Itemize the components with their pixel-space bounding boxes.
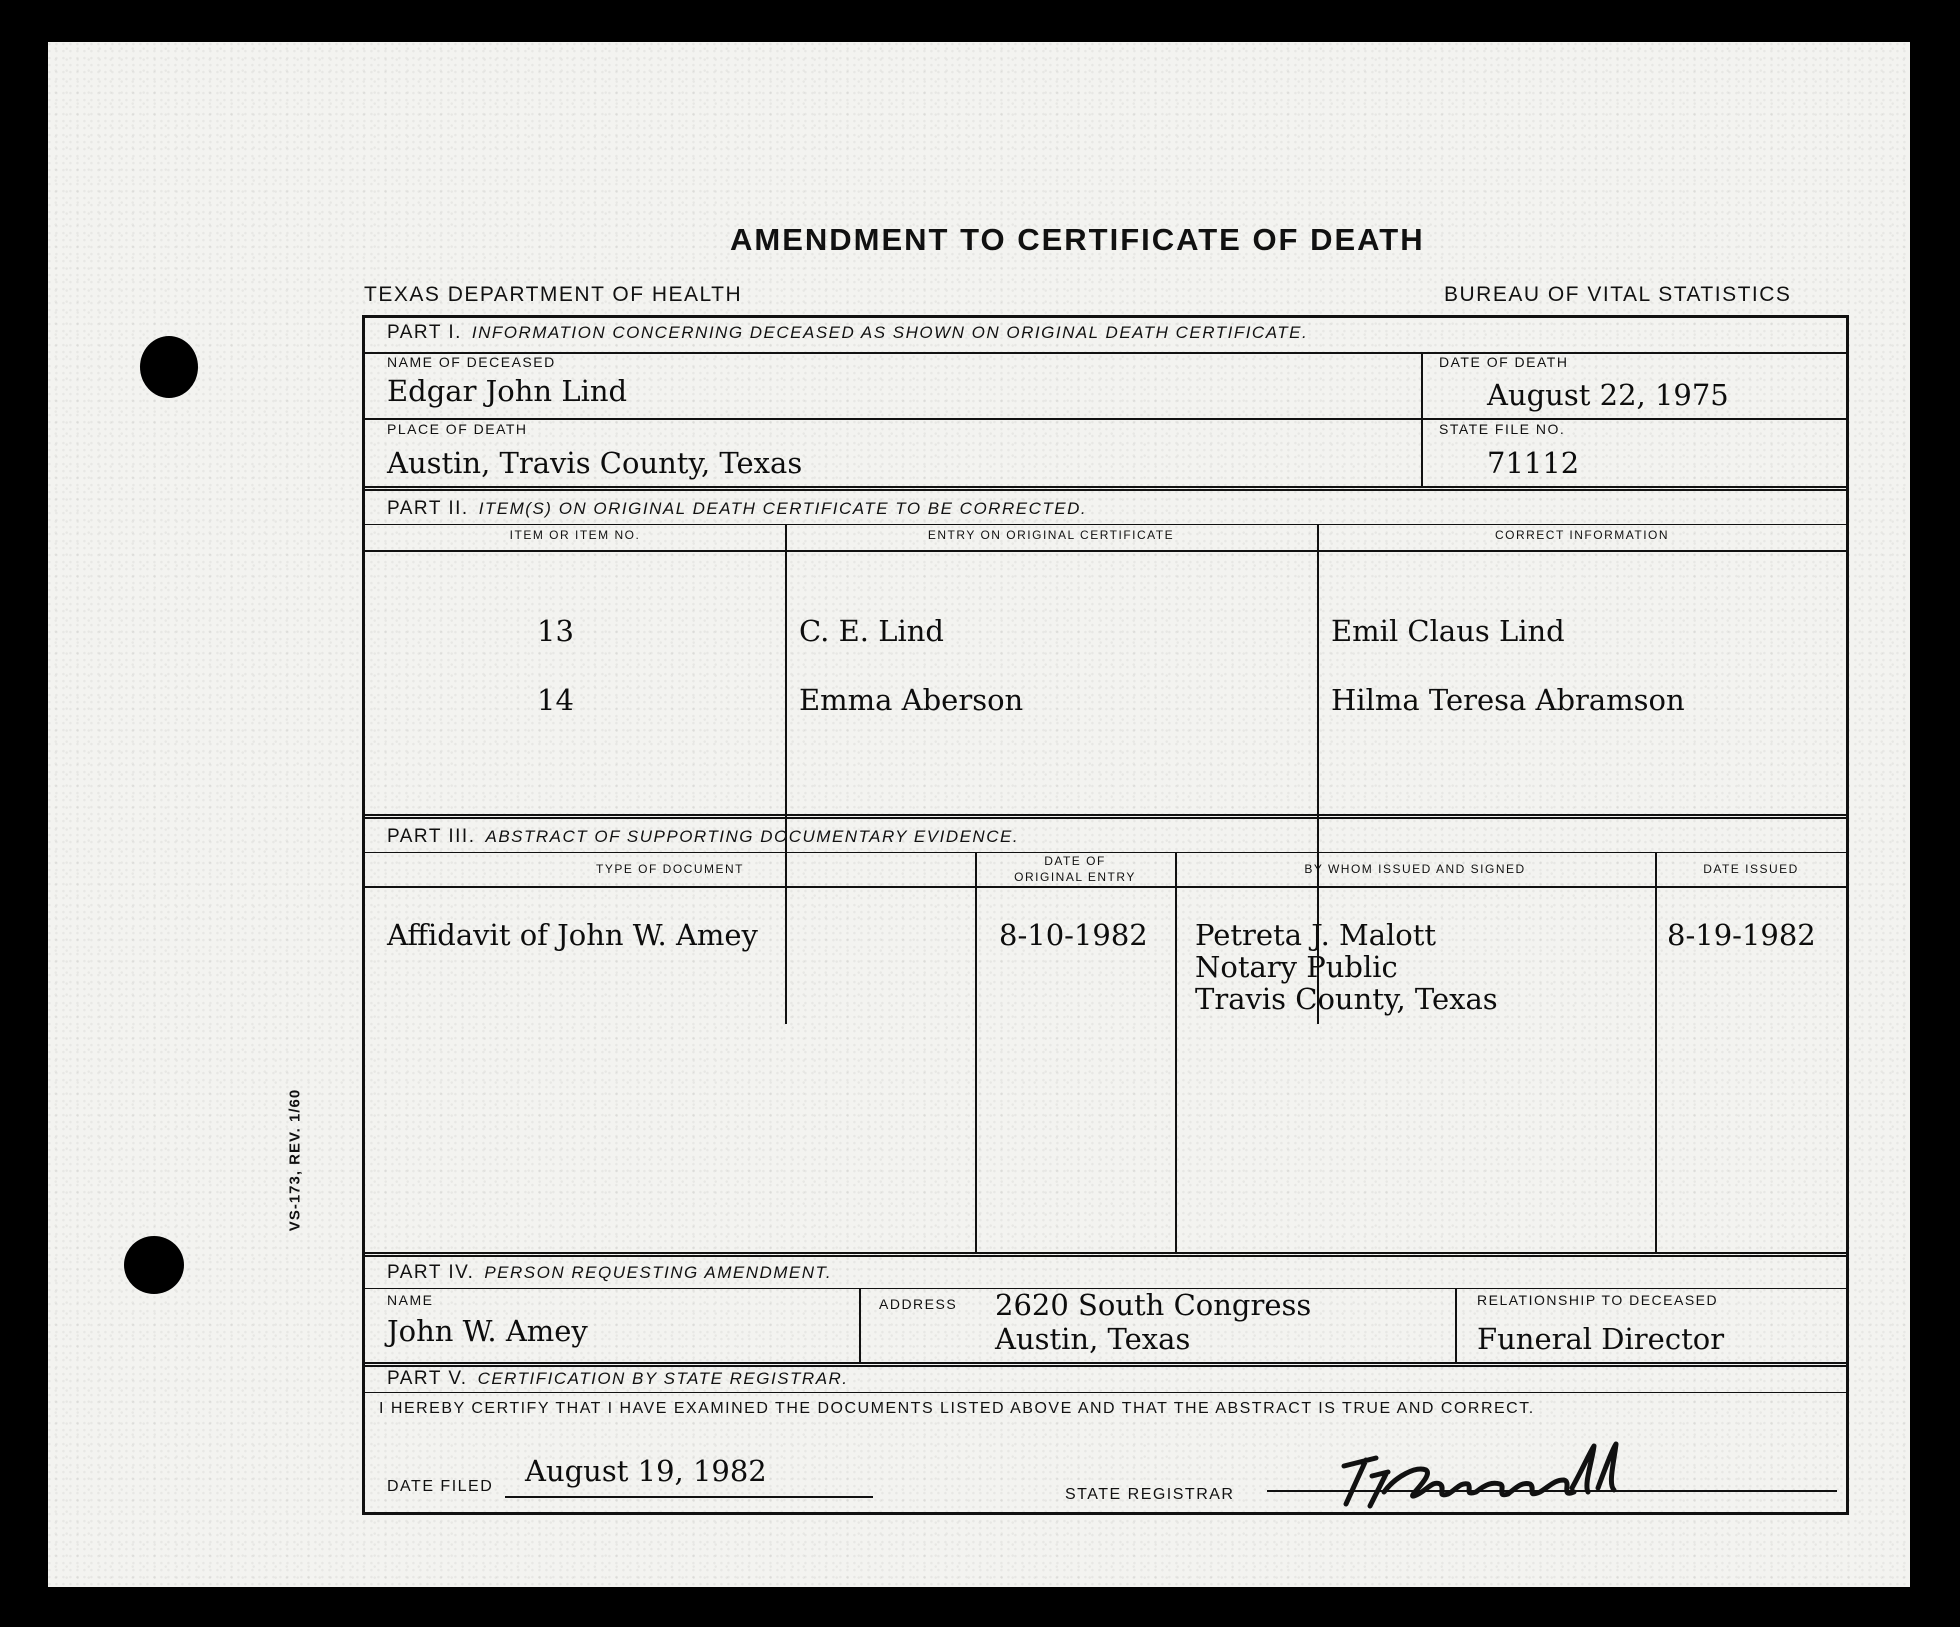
table-row: 14: [537, 683, 574, 717]
part3-col-orig-date-2: ORIGINAL ENTRY: [1014, 870, 1136, 884]
requester-name-value: John W. Amey: [387, 1314, 588, 1348]
relationship-label: RELATIONSHIP TO DECEASED: [1477, 1292, 1719, 1308]
date-of-death-label: DATE OF DEATH: [1439, 354, 1569, 370]
divider: [365, 886, 1846, 888]
address-line-2: Austin, Texas: [995, 1322, 1191, 1356]
part1-label: PART I.: [387, 322, 462, 343]
part3-col-type: TYPE OF DOCUMENT: [595, 862, 744, 876]
form-code: VS-173, REV. 1/60: [286, 1088, 304, 1232]
binder-hole-bottom: [124, 1236, 184, 1294]
binder-hole-top: [140, 336, 198, 398]
divider: [365, 524, 1846, 525]
part5-description: CERTIFICATION BY STATE REGISTRAR.: [477, 1369, 849, 1388]
part3-col-by-whom: BY WHOM ISSUED AND SIGNED: [1304, 862, 1526, 876]
document-type-value: Affidavit of John W. Amey: [387, 918, 758, 952]
part2-label: PART II.: [387, 498, 469, 519]
original-entry-date-value: 8-10-1982: [999, 918, 1148, 952]
divider: [365, 1392, 1846, 1393]
part4-heading: [387, 1262, 832, 1284]
date-issued-value: 8-19-1982: [1667, 918, 1816, 952]
part2-heading: [387, 498, 1087, 520]
address-line-1: 2620 South Congress: [995, 1288, 1312, 1322]
issued-by-value: Travis County, Texas: [1195, 982, 1498, 1016]
divider: [365, 852, 1846, 853]
relationship-value: Funeral Director: [1477, 1322, 1725, 1356]
part3-col-date-issued: DATE ISSUED: [1703, 862, 1799, 876]
divider: [365, 1362, 1846, 1367]
date-filed-value: August 19, 1982: [525, 1454, 767, 1488]
part3-col-orig-date-1: DATE OF: [1044, 854, 1106, 868]
table-row: Hilma Teresa Abramson: [1331, 683, 1685, 717]
divider: [365, 814, 1846, 819]
divider: [365, 418, 1846, 420]
divider: [365, 1252, 1846, 1257]
date-of-death-value: August 22, 1975: [1487, 378, 1729, 412]
certification-statement: I HEREBY CERTIFY THAT I HAVE EXAMINED THE DOCUMENTS LISTED ABOVE AND THAT THE ABSTRACT IS TRUE AND CORRECT.: [379, 1400, 1535, 1417]
bureau-name: BUREAU OF VITAL STATISTICS: [1444, 283, 1792, 306]
table-row: C. E. Lind: [799, 614, 944, 648]
divider: [365, 550, 1846, 552]
divider: [1175, 852, 1177, 1252]
part5-label: PART V.: [387, 1368, 468, 1389]
part1-heading: [387, 322, 1308, 344]
divider: [975, 852, 977, 1252]
state-file-no-value: 71112: [1487, 446, 1580, 480]
date-filed-line: [505, 1496, 873, 1498]
part4-label: PART IV.: [387, 1262, 475, 1283]
divider: [785, 524, 787, 1024]
page-title: AMENDMENT TO CERTIFICATE OF DEATH: [730, 222, 1425, 257]
table-row: Emil Claus Lind: [1331, 614, 1565, 648]
state-registrar-label: STATE REGISTRAR: [1065, 1486, 1235, 1503]
part3-label: PART III.: [387, 826, 476, 847]
part1-description: INFORMATION CONCERNING DECEASED AS SHOWN ON ORIGINAL DEATH CERTIFICATE.: [471, 323, 1309, 342]
table-row: Emma Aberson: [799, 683, 1024, 717]
part4-description: PERSON REQUESTING AMENDMENT.: [484, 1263, 833, 1282]
department-name: TEXAS DEPARTMENT OF HEALTH: [364, 283, 743, 306]
part5-heading: [387, 1368, 849, 1390]
table-row: 13: [537, 614, 574, 648]
amendment-form: [362, 315, 1849, 1515]
requester-name-label: NAME: [387, 1292, 434, 1308]
part2-col-original: ENTRY ON ORIGINAL CERTIFICATE: [927, 528, 1175, 542]
name-of-deceased-value: Edgar John Lind: [387, 374, 628, 408]
state-file-no-label: STATE FILE NO.: [1439, 421, 1566, 437]
part2-col-item: ITEM OR ITEM NO.: [509, 528, 641, 542]
part3-description: ABSTRACT OF SUPPORTING DOCUMENTARY EVIDENCE.: [485, 827, 1020, 846]
divider: [1455, 1288, 1457, 1362]
part3-heading: [387, 826, 1019, 848]
address-label: ADDRESS: [879, 1296, 958, 1312]
registrar-signature: [1336, 1436, 1626, 1516]
part2-col-correct: CORRECT INFORMATION: [1494, 528, 1670, 542]
divider: [365, 352, 1846, 354]
place-of-death-value: Austin, Travis County, Texas: [387, 446, 803, 480]
place-of-death-label: PLACE OF DEATH: [387, 421, 528, 437]
date-filed-label: DATE FILED: [387, 1478, 494, 1495]
part2-description: ITEM(S) ON ORIGINAL DEATH CERTIFICATE TO BE CORRECTED.: [478, 499, 1088, 518]
name-of-deceased-label: NAME OF DECEASED: [387, 354, 556, 370]
divider: [859, 1288, 861, 1362]
divider: [365, 486, 1846, 491]
issued-by-value: Notary Public: [1195, 950, 1398, 984]
divider: [1421, 352, 1423, 486]
divider: [1655, 852, 1657, 1252]
issued-by-value: Petreta J. Malott: [1195, 918, 1437, 952]
